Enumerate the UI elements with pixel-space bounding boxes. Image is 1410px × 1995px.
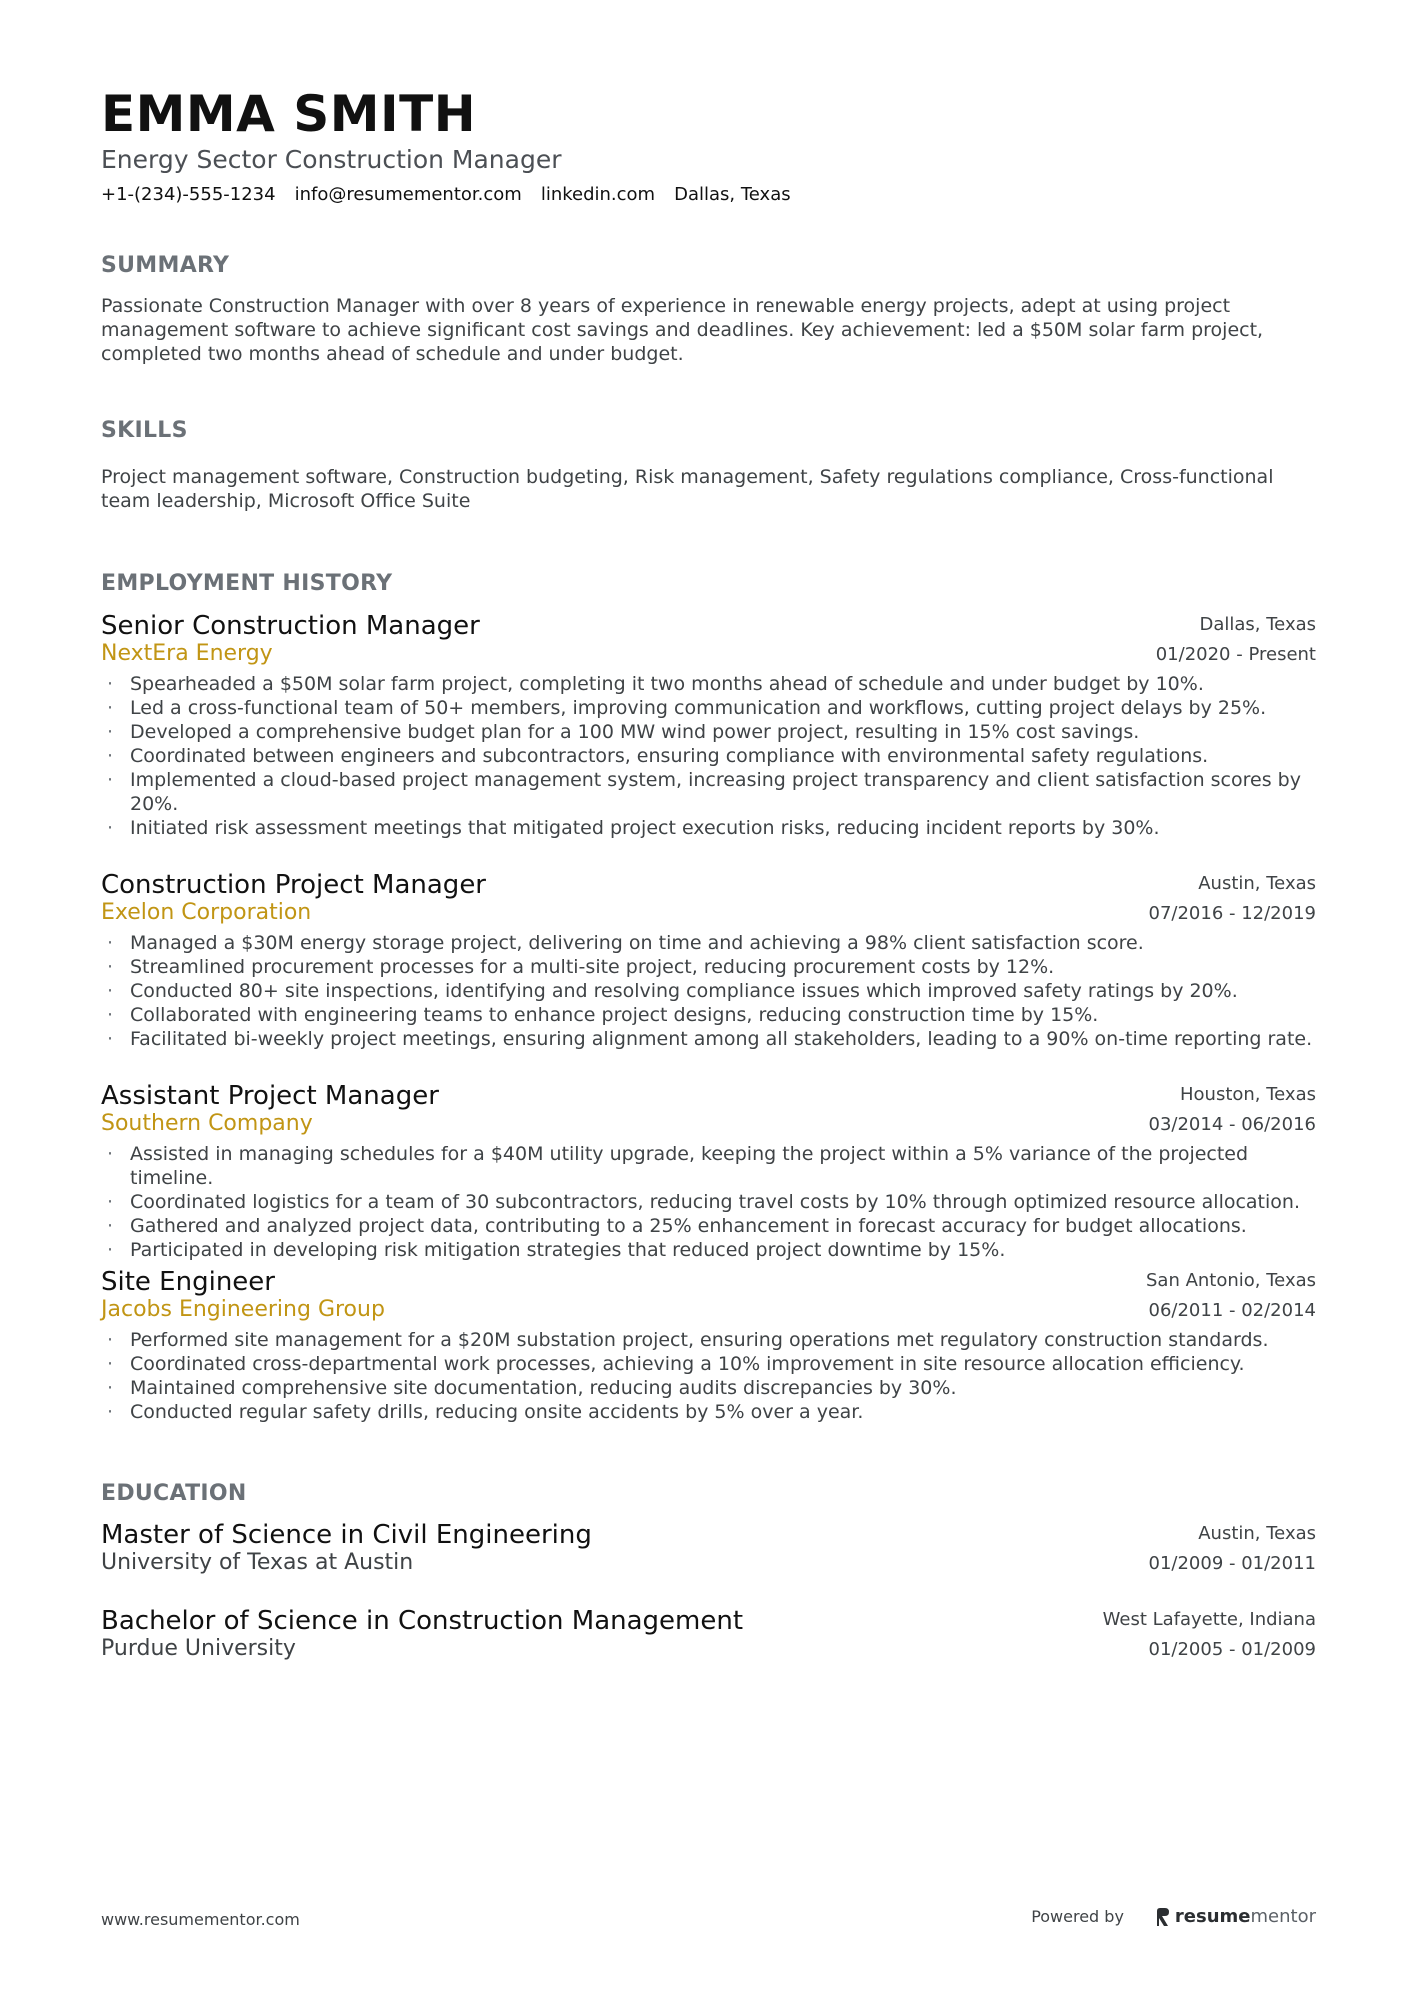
contact-email[interactable]: info@resumementor.com: [294, 184, 522, 205]
job-bullet: · Managed a $30M energy storage project, delivering on time and achieving a 98% client satisfaction score.: [101, 931, 1316, 955]
job-bullet: · Spearheaded a $50M solar farm project, completing it two months ahead of schedule and under budget by 10%.: [101, 672, 1316, 696]
job-bullet: · Conducted regular safety drills, reducing onsite accidents by 5% over a year.: [101, 1400, 1316, 1424]
job-dates: 06/2011 - 02/2014: [1148, 1300, 1316, 1321]
job-bullets: [101, 931, 1316, 1051]
job-bullet: · Initiated risk assessment meetings that mitigated project execution risks, reducing incident reports by 30%.: [101, 816, 1316, 840]
job-bullet: · Led a cross-functional team of 50+ members, improving communication and workflows, cutting project delays by 25%.: [101, 696, 1316, 720]
education-school: Purdue University: [101, 1636, 296, 1661]
job-bullets: [101, 672, 1316, 840]
job-title: Assistant Project Manager: [101, 1081, 439, 1111]
powered-by-label: Powered by: [1031, 1907, 1124, 1926]
candidate-headline: Energy Sector Construction Manager: [101, 145, 562, 174]
summary-heading: SUMMARY: [101, 253, 230, 278]
education-school: University of Texas at Austin: [101, 1550, 414, 1575]
job-location: Dallas, Texas: [1199, 614, 1316, 635]
job-title: Senior Construction Manager: [101, 611, 480, 641]
job-company: Jacobs Engineering Group: [101, 1297, 385, 1322]
job-company: NextEra Energy: [101, 641, 273, 666]
contact-row: [101, 184, 791, 205]
job-bullet: · Coordinated logistics for a team of 30 subcontractors, reducing travel costs by 10% through optimized resource allocation.: [101, 1190, 1316, 1214]
job-bullets: [101, 1142, 1316, 1262]
job-bullet: · Collaborated with engineering teams to enhance project designs, reducing construction time by 15%.: [101, 1003, 1316, 1027]
brand-name-light: mentor: [1250, 1906, 1316, 1927]
summary-text: Passionate Construction Manager with over 8 years of experience in renewable energy projects, adept at using project management software to achieve significant cost savings and deadlines. Key achievement: led a $50M solar farm project, completed two months ahead of schedule and under budget.: [101, 295, 1264, 365]
footer-website-link[interactable]: www.resumementor.com: [101, 1910, 300, 1929]
job-title: Construction Project Manager: [101, 870, 486, 900]
job-company: Exelon Corporation: [101, 900, 312, 925]
education-degree: Master of Science in Civil Engineering: [101, 1520, 592, 1550]
job-bullet: · Coordinated cross-departmental work processes, achieving a 10% improvement in site resource allocation efficiency.: [101, 1352, 1316, 1376]
job-bullet: · Coordinated between engineers and subcontractors, ensuring compliance with environmental safety regulations.: [101, 744, 1316, 768]
candidate-name: EMMA SMITH: [101, 85, 477, 143]
education-location: Austin, Texas: [1198, 1523, 1316, 1544]
employment-heading: EMPLOYMENT HISTORY: [101, 571, 393, 596]
education-location: West Lafayette, Indiana: [1102, 1609, 1316, 1630]
job-location: Austin, Texas: [1198, 873, 1316, 894]
contact-phone: +1-(234)-555-1234: [101, 184, 276, 205]
education-heading: EDUCATION: [101, 1481, 247, 1506]
education-dates: 01/2009 - 01/2011: [1148, 1553, 1316, 1574]
job-bullet: · Maintained comprehensive site documentation, reducing audits discrepancies by 30%.: [101, 1376, 1316, 1400]
skills-heading: SKILLS: [101, 418, 188, 443]
job-dates: 07/2016 - 12/2019: [1148, 903, 1316, 924]
job-bullet: · Conducted 80+ site inspections, identifying and resolving compliance issues which improved safety ratings by 20%.: [101, 979, 1316, 1003]
resume-page: [101, 0, 1316, 1995]
job-bullet: · Streamlined procurement processes for a multi-site project, reducing procurement costs by 12%.: [101, 955, 1316, 979]
education-degree: Bachelor of Science in Construction Management: [101, 1606, 744, 1636]
job-location: Houston, Texas: [1179, 1084, 1316, 1105]
job-location: San Antonio, Texas: [1146, 1270, 1316, 1291]
contact-linkedin[interactable]: linkedin.com: [540, 184, 656, 205]
contact-location: Dallas, Texas: [674, 184, 791, 205]
job-bullet: · Assisted in managing schedules for a $40M utility upgrade, keeping the project within a 5% variance of the projected timeline.: [101, 1142, 1316, 1190]
job-dates: 01/2020 - Present: [1155, 644, 1316, 665]
job-bullet: · Participated in developing risk mitigation strategies that reduced project downtime by 15%.: [101, 1238, 1316, 1262]
job-bullet: · Implemented a cloud-based project management system, increasing project transparency and client satisfaction scores by 20%.: [101, 768, 1316, 816]
job-bullet: · Facilitated bi-weekly project meetings, ensuring alignment among all stakeholders, leading to a 90% on-time reporting rate.: [101, 1027, 1316, 1051]
job-bullet: · Developed a comprehensive budget plan for a 100 MW wind power project, resulting in 15% cost savings.: [101, 720, 1316, 744]
skills-text: Project management software, Construction budgeting, Risk management, Safety regulations compliance, Cross-functional team leadership, Microsoft Office Suite: [101, 466, 1274, 512]
job-bullets: [101, 1328, 1316, 1424]
job-bullet: · Gathered and analyzed project data, contributing to a 25% enhancement in forecast accuracy for budget allocations.: [101, 1214, 1316, 1238]
brand-name-bold: resume: [1174, 1906, 1251, 1927]
job-title: Site Engineer: [101, 1267, 275, 1297]
education-dates: 01/2005 - 01/2009: [1148, 1639, 1316, 1660]
footer-branding: [1031, 1906, 1316, 1927]
job-company: Southern Company: [101, 1111, 313, 1136]
resumementor-logo-icon: [1156, 1907, 1170, 1927]
job-dates: 03/2014 - 06/2016: [1148, 1114, 1316, 1135]
job-bullet: · Performed site management for a $20M substation project, ensuring operations met regulatory construction standards.: [101, 1328, 1316, 1352]
